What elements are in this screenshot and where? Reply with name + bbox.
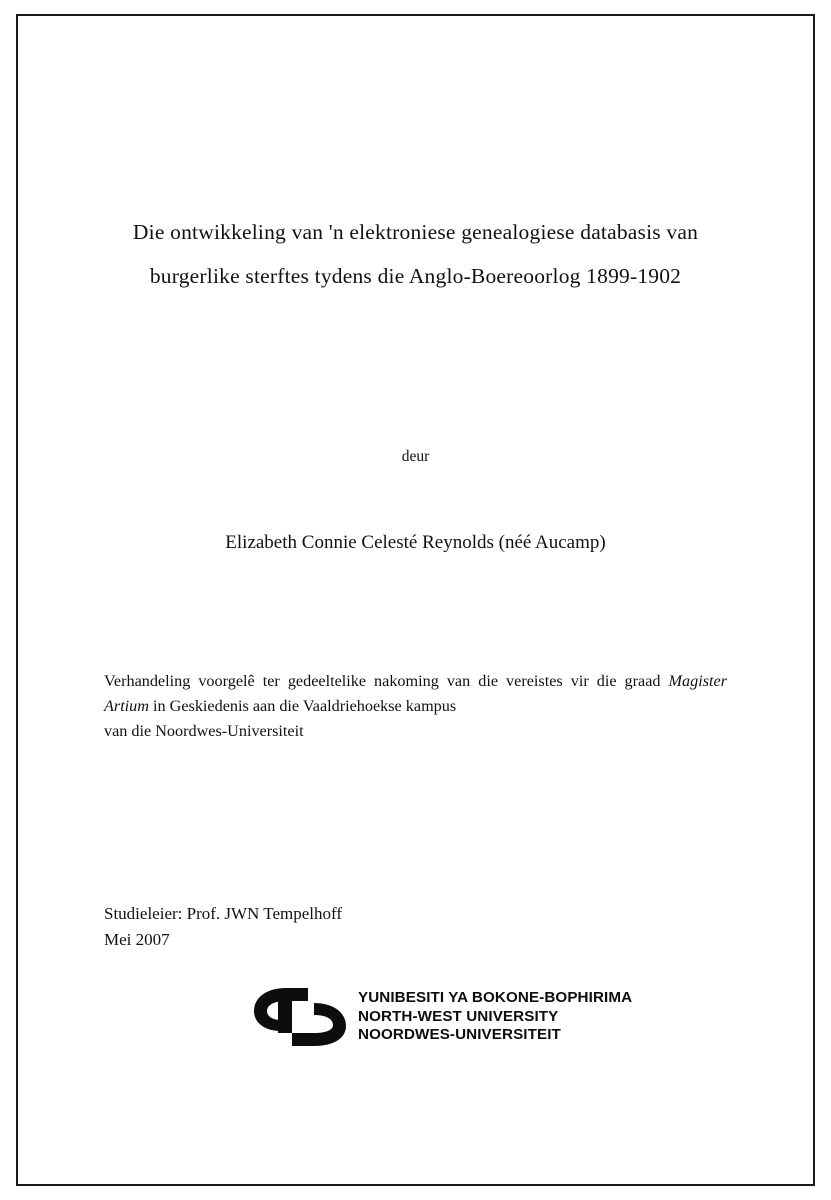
author-name: Elizabeth Connie Celesté Reynolds (néé Aucamp) [225,532,606,553]
author-label: deur [401,448,430,465]
title-line-1: Die ontwikkeling van 'n elektroniese genealogiese databasis van [132,220,699,244]
degree-statement-part2: in Geskiedenis aan die Vaaldriehoekse kampus [148,697,457,715]
degree-statement-part1: Verhandeling voorgelê ter gedeeltelike nakoming van die vereistes vir die graad [104,672,669,690]
degree-name: Magister Artium [104,672,727,715]
logo-line-2: NORTH-WEST UNIVERSITY [358,1007,559,1025]
nwu-logo-icon [248,984,352,1050]
title-line-2: burgerlike sterftes tydens die Anglo-Boereoorlog 1899-1902 [149,264,682,288]
degree-statement-part3: van die Noordwes-Universiteit [104,722,304,740]
submission-date: Mei 2007 [104,930,170,949]
logo-line-3: NOORDWES-UNIVERSITEIT [358,1026,561,1044]
supervisor-line: Studieleier: Prof. JWN Tempelhoff [104,904,343,923]
degree-statement [104,669,727,744]
page-content [100,14,731,1186]
page-title [100,210,731,298]
university-logo [248,980,648,1054]
supervisor-block [104,901,604,953]
university-logo-text [358,989,632,1045]
logo-line-1: YUNIBESITI YA BOKONE-BOPHIRIMA [358,989,633,1007]
